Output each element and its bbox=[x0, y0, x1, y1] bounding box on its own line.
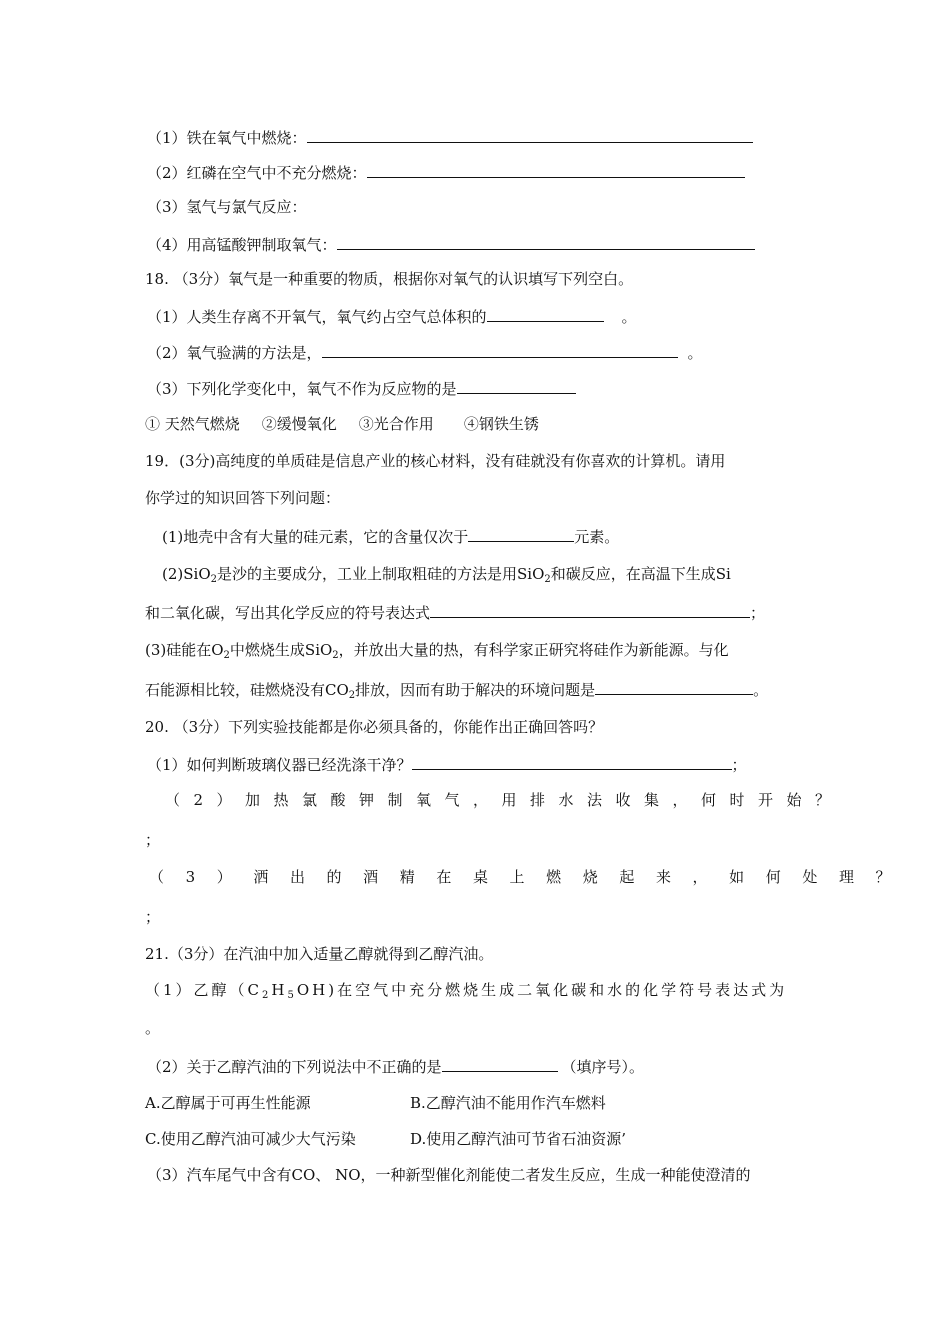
q20-item-2: （2）加热氯酸钾制氧气，用排水法收集，何时开始？ bbox=[165, 791, 844, 809]
q19-item-3-cont: 石能源相比较，硅燃烧没有$CO_2$排放，因而有助于解决的环境问题是 。 bbox=[145, 681, 769, 701]
answer-blank[interactable] bbox=[337, 234, 755, 250]
q19-stem: 19．(3分)高纯度的单质硅是信息产业的核心材料，没有硅就没有你喜欢的计算机。请用 bbox=[145, 452, 726, 470]
q19-item-3: (3)硅能在$O_2$中燃烧生成SiO$_2$，并放出大量的热，有科学家正研究将硅作为新能源。与化 bbox=[145, 641, 729, 661]
q17-item-4: （4）用高锰酸钾制取氧气： bbox=[147, 234, 755, 255]
q19-item-1: (1)地壳中含有大量的硅元素，它的含量仅次于 元素。 bbox=[162, 528, 620, 546]
q21-option-c: C.使用乙醇汽油可减少大气污染 bbox=[145, 1130, 356, 1148]
q17-item-2: （2）红磷在空气中不充分燃烧： bbox=[147, 162, 745, 183]
q18-options bbox=[145, 414, 539, 434]
q18-stem: 18. （3分）氧气是一种重要的物质，根据你对氧气的认识填写下列空白。 bbox=[145, 270, 634, 288]
q21-option-b: B.乙醇汽油不能用作汽车燃料 bbox=[410, 1094, 606, 1112]
q20-item-3-end: ； bbox=[145, 908, 161, 926]
option: ① 天然气燃烧 bbox=[145, 415, 240, 433]
answer-blank[interactable] bbox=[595, 679, 753, 695]
q21-item-3: （3）汽车尾气中含有CO、 NO，一种新型催化剂能使二者发生反应，生成一种能使澄清的 bbox=[147, 1166, 751, 1184]
q20-stem: 20. （3分）下列实验技能都是你必须具备的，你能作出正确回答吗？ bbox=[145, 718, 604, 736]
answer-blank[interactable] bbox=[367, 162, 745, 178]
q21-item-1: （1）乙醇$(C_2H_5OH)$在空气中充分燃烧生成二氧化碳和水的化学符号表达式为 bbox=[145, 981, 788, 1001]
q20-item-2-end: ； bbox=[145, 831, 161, 849]
answer-blank[interactable] bbox=[412, 754, 732, 770]
answer-blank[interactable] bbox=[487, 306, 604, 322]
answer-blank[interactable] bbox=[322, 342, 678, 358]
q17-item-3: （3）氢气与氯气反应： bbox=[147, 198, 307, 216]
option: ③光合作用 bbox=[358, 415, 434, 433]
q20-item-3: （3）洒出的酒精在桌上燃烧起来，如何处理？ bbox=[149, 868, 913, 886]
q21-option-a: A.乙醇属于可再生性能源 bbox=[145, 1094, 311, 1112]
q18-item-1: （1）人类生存离不开氧气，氧气约占空气总体积的 。 bbox=[147, 308, 637, 326]
answer-blank[interactable] bbox=[442, 1056, 558, 1072]
answer-blank[interactable] bbox=[430, 602, 750, 618]
q19-stem-cont: 你学过的知识回答下列问题： bbox=[145, 489, 341, 507]
q17-item-1: （1）铁在氧气中燃烧： bbox=[147, 127, 753, 148]
answer-blank[interactable] bbox=[468, 526, 574, 542]
q21-option-d: D.使用乙醇汽油可节省石油资源’ bbox=[410, 1130, 627, 1148]
q19-item-2: (2)SiO$_2$是沙的主要成分，工业上制取粗硅的方法是用SiO$_2$和碳反应，在高温下生成Si bbox=[162, 565, 731, 585]
q19-item-2-cont: 和二氧化碳，写出其化学反应的符号表达式 ； bbox=[145, 604, 766, 622]
q20-item-1: （1）如何判断玻璃仪器已经洗涤干净？ ； bbox=[147, 756, 747, 774]
q18-item-3: （3）下列化学变化中，氧气不作为反应物的是 bbox=[147, 378, 576, 399]
q21-item-2: （2）关于乙醇汽油的下列说法中不正确的是 （填序号）。 bbox=[147, 1058, 645, 1076]
q21-item-1-end: 。 bbox=[145, 1019, 161, 1037]
q18-item-2: （2）氧气验满的方法是， 。 bbox=[147, 344, 703, 362]
answer-blank[interactable] bbox=[307, 127, 753, 143]
answer-blank[interactable] bbox=[457, 378, 576, 394]
q21-stem: 21.（3分）在汽油中加入适量乙醇就得到乙醇汽油。 bbox=[145, 945, 494, 963]
option: ④钢铁生锈 bbox=[463, 415, 539, 433]
option: ②缓慢氧化 bbox=[261, 415, 337, 433]
